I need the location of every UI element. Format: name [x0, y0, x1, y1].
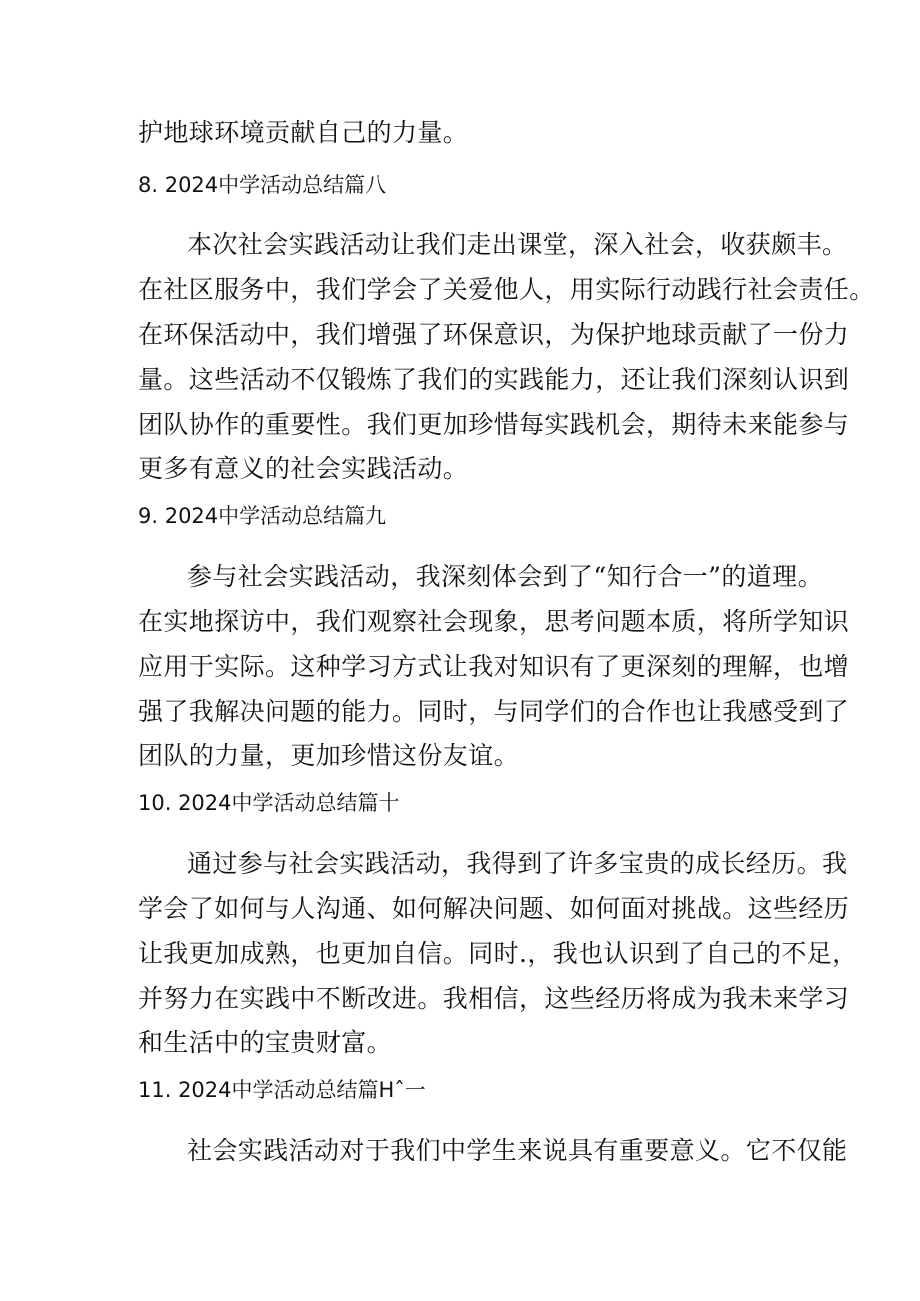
section-10-line-4: 并努力在实践中不断改进。我相信，这些经历将成为我未来学习	[138, 984, 850, 1013]
intro-line: 护地球环境贡献自己的力量。	[138, 118, 469, 147]
section-10-line-2: 学会了如何与人沟通、如何解决问题、如何面对挑战。这些经历	[138, 894, 850, 923]
section-11-heading: 11. 2024中学活动总结篇Hˆ一	[138, 1078, 426, 1102]
section-11-line-1: 社会实践活动对于我们中学生来说具有重要意义。它不仅能	[187, 1136, 848, 1165]
section-8-line-6: 更多有意义的社会实践活动。	[138, 454, 469, 483]
section-8-line-4: 量。这些活动不仅锻炼了我们的实践能力，还让我们深刻认识到	[138, 365, 850, 394]
section-9-line-1: 参与社会实践活动，我深刻体会到了“知行合一”的道理。	[187, 562, 823, 591]
section-9-line-4: 强了我解决问题的能力。同时，与同学们的合作也让我感受到了	[138, 697, 850, 726]
section-10-line-3: 让我更加成熟，也更加自信。同时.，我也认识到了自己的不足，	[138, 939, 858, 968]
section-8-line-5: 团队协作的重要性。我们更加珍惜每实践机会，期待未来能参与	[138, 410, 850, 439]
section-9-line-2: 在实地探访中，我们观察社会现象，思考问题本质，将所学知识	[138, 607, 850, 636]
section-9-line-5: 团队的力量，更加珍惜这份友谊。	[138, 741, 520, 770]
section-8-line-1: 本次社会实践活动让我们走出课堂，深入社会，收获颇丰。	[187, 230, 848, 259]
section-9-line-3: 应用于实际。这种学习方式让我对知识有了更深刻的理解，也增	[138, 652, 850, 681]
section-10-heading: 10. 2024中学活动总结篇十	[138, 791, 400, 815]
section-10-line-5: 和生活中的宝贵财富。	[138, 1028, 393, 1057]
section-8-line-2: 在社区服务中，我们学会了关爱他人，用实际行动践行社会责任。	[138, 275, 875, 304]
section-8-heading: 8. 2024中学活动总结篇八	[138, 173, 387, 197]
section-10-line-1: 通过参与社会实践活动，我得到了许多宝贵的成长经历。我	[187, 849, 848, 878]
section-8-line-3: 在环保活动中，我们增强了环保意识，为保护地球贡献了一份力	[138, 320, 850, 349]
section-9-heading: 9. 2024中学活动总结篇九	[138, 504, 387, 528]
